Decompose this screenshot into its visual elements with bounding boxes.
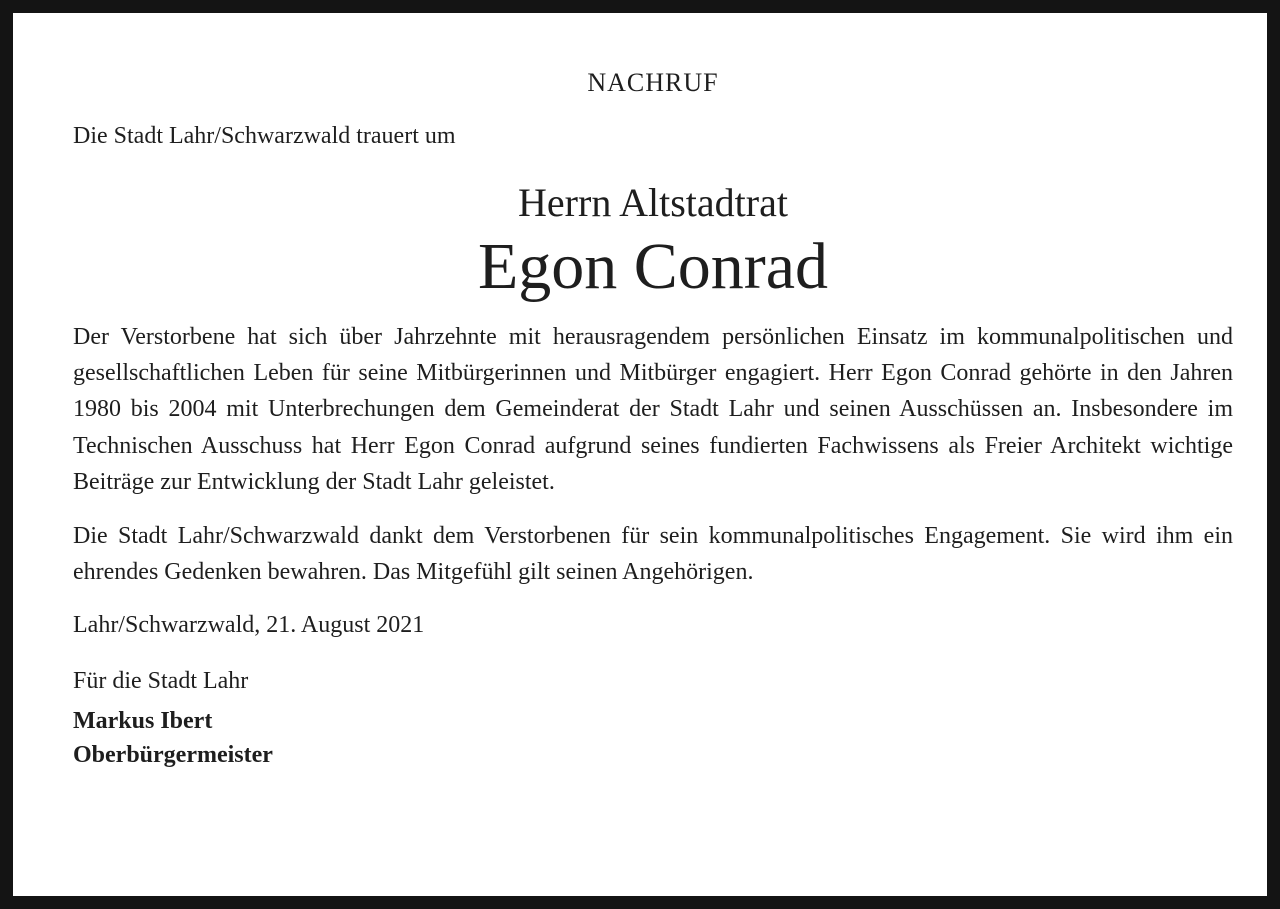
obituary-paragraph-1: Der Verstorbene hat sich über Jahrzehnte mit herausragendem persönlichen Einsatz im kommunalpolitischen und gesellschaftlichen Leben für seine Mitbürgerinnen und Mitbürger engagiert. Herr Egon Conrad gehörte in den Jahren 1980 bis 2004 mit Unterbrechungen dem Gemeinderat der Stadt Lahr und seinen Ausschüssen an. Insbesondere im Technischen Ausschuss hat Herr Egon Conrad aufgrund seines fundierten Fachwissens als Freier Architekt wichtige Beiträge zur Entwicklung der Stadt Lahr geleistet. <box>73 324 1233 495</box>
obituary-paragraph-2: Die Stadt Lahr/Schwarzwald dankt dem Verstorbenen für sein kommunalpolitisches Engagement. Sie wird ihm ein ehrendes Gedenken bewahren. Das Mitgefühl gilt seinen Angehörigen. <box>73 523 1233 586</box>
place-and-date: Lahr/Schwarzwald, 21. August 2021 <box>73 612 425 639</box>
deceased-honorific: Herrn Altstadtrat <box>518 180 788 225</box>
signoff-line: Für die Stadt Lahr <box>73 668 249 695</box>
obituary-content <box>73 65 1233 772</box>
signer-title: Oberbürgermeister <box>73 742 273 769</box>
signer-name: Markus Ibert <box>73 708 213 735</box>
obituary-intro: Die Stadt Lahr/Schwarzwald trauert um <box>73 123 456 149</box>
deceased-name: Egon Conrad <box>477 230 829 303</box>
obituary-heading: NACHRUF <box>587 68 719 97</box>
